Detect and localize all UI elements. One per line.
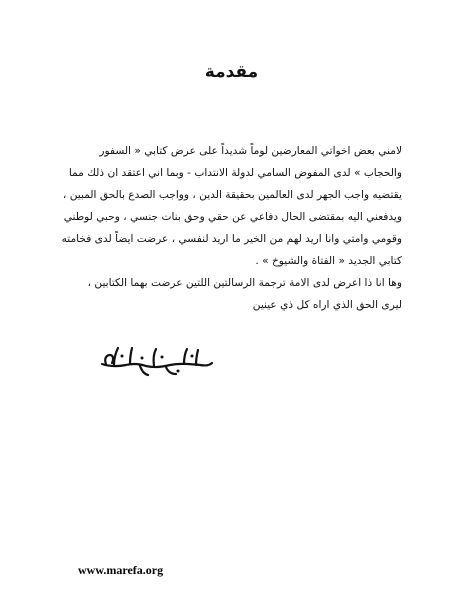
page-title: مقدمة — [204, 62, 259, 82]
website-url: www.marefa.org — [78, 563, 164, 577]
text-line: ويدفعني اليه بمقتضى الحال دفاعي عن حقي وحق بنات جنسي ، وحبي لوطني — [63, 211, 402, 223]
signature-image — [96, 340, 216, 380]
text-line: لامني بعض اخواتي المعارضين لوماً شديداً على عرض كتابي « السفور — [99, 145, 402, 157]
text-line: كتابي الجديد « الفتاة والشيوخ » . — [255, 255, 402, 267]
text-line: ليرى الحق الذي اراه كل ذي عينين — [252, 299, 402, 311]
text-line: وقومي وامتي وانا اريد لهم من الخير ما اريد لنفسي ، عرضت ايضاً لدى فخامته — [62, 233, 402, 245]
text-line: والحجاب » لدى المفوض السامي لدولة الانتداب - وبما اني اعتقد ان ذلك مما — [68, 167, 402, 179]
text-line: وها انا ذا اعرض لدى الامة ترجمة الرسالتين اللتين عرضت بهما الكتابين ، — [87, 277, 402, 289]
body-text — [62, 140, 402, 316]
text-line: يقتضيه واجب الجهر لدى العالمين بحقيقة الدين ، وواجب الصدع بالحق المبين ، — [62, 189, 402, 201]
